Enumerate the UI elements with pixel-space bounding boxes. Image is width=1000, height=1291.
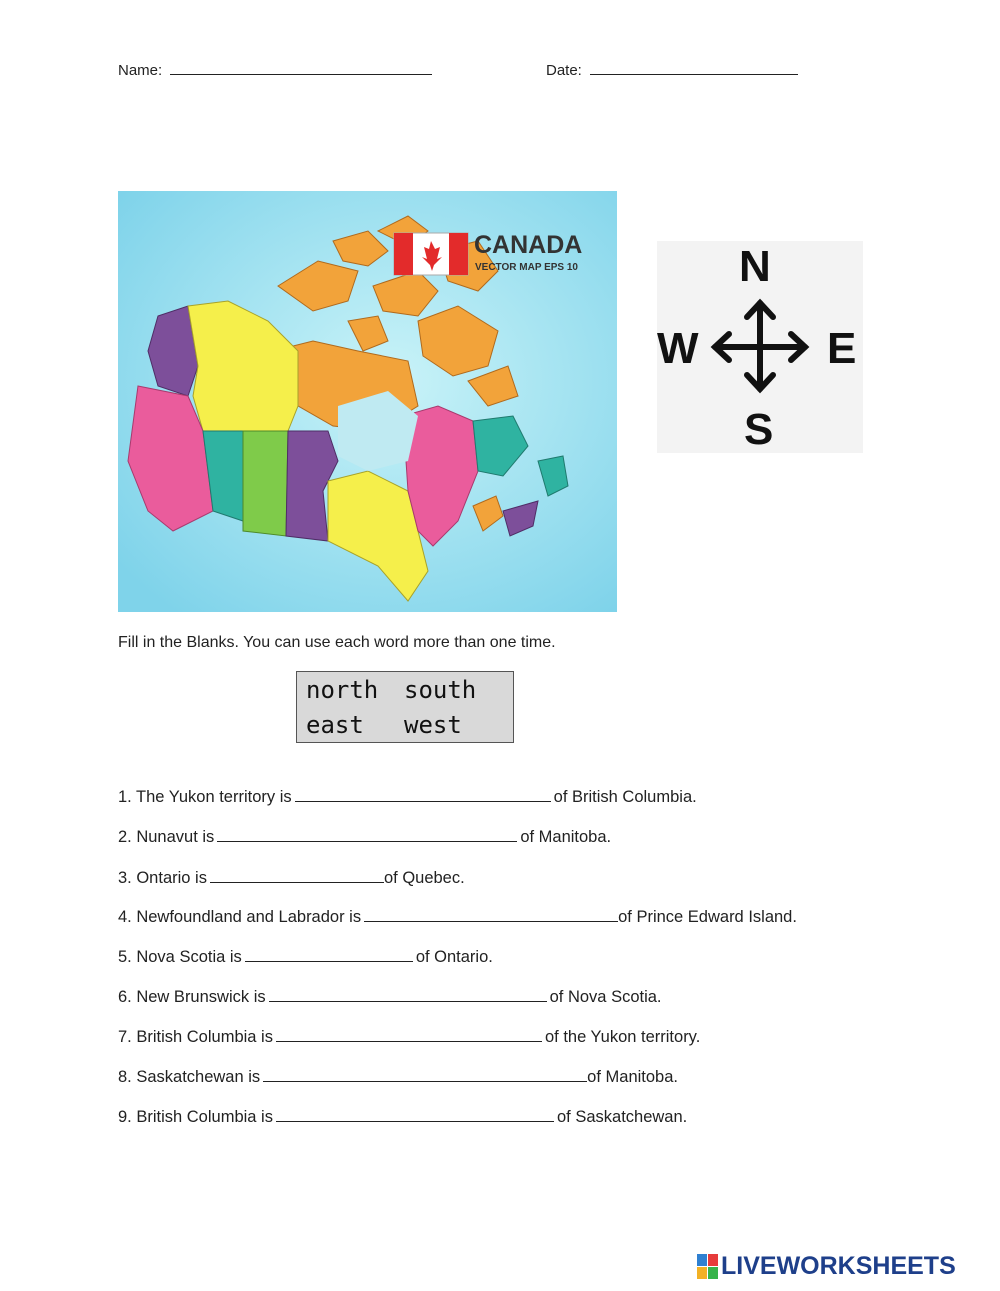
- question-text: of Manitoba.: [520, 828, 612, 846]
- word-bank-row: [306, 711, 502, 739]
- question-7: [118, 1028, 700, 1047]
- answer-blank-8[interactable]: [263, 1068, 587, 1082]
- name-label: Name:: [118, 62, 163, 79]
- answer-blank-7[interactable]: [276, 1028, 542, 1042]
- word-north: north: [306, 676, 379, 704]
- question-2: [118, 828, 611, 847]
- name-blank[interactable]: [170, 60, 432, 75]
- answer-blank-6[interactable]: [269, 988, 547, 1002]
- question-1: [118, 788, 697, 807]
- answer-blank-3[interactable]: [210, 869, 384, 883]
- word-east: east: [306, 711, 364, 739]
- question-text: 4. Newfoundland and Labrador is: [118, 908, 362, 926]
- question-text: of Saskatchewan.: [556, 1108, 688, 1126]
- question-text: of Prince Edward Island.: [618, 908, 797, 926]
- compass-north: N: [739, 242, 771, 291]
- canada-map: [118, 191, 617, 612]
- question-text: of the Yukon territory.: [544, 1028, 701, 1046]
- footer-brand: LIVEWORKSHEETS: [721, 1252, 956, 1280]
- question-text: of Manitoba.: [587, 1068, 678, 1086]
- question-text: 2. Nunavut is: [118, 828, 215, 846]
- question-5: [118, 948, 493, 967]
- question-text: 5. Nova Scotia is: [118, 948, 242, 966]
- question-text: 3. Ontario is: [118, 869, 207, 887]
- question-text: of Quebec.: [383, 869, 465, 887]
- map-title: CANADA: [474, 231, 583, 259]
- compass-east: E: [827, 324, 857, 373]
- date-row: [546, 60, 798, 79]
- date-label: Date:: [546, 62, 582, 79]
- compass-south: S: [744, 405, 774, 454]
- question-text: 6. New Brunswick is: [118, 988, 266, 1006]
- question-9: [118, 1108, 687, 1127]
- name-row: [118, 60, 432, 79]
- question-text: of British Columbia.: [553, 788, 697, 806]
- answer-blank-9[interactable]: [276, 1108, 554, 1122]
- date-blank[interactable]: [590, 60, 798, 75]
- answer-blank-1[interactable]: [295, 788, 551, 802]
- logo-blocks-icon: [697, 1254, 719, 1280]
- compass-west: W: [657, 324, 699, 373]
- map-subtitle: VECTOR MAP EPS 10: [475, 262, 578, 273]
- question-text: 1. The Yukon territory is: [118, 788, 292, 806]
- question-text: of Nova Scotia.: [549, 988, 662, 1006]
- question-4: [118, 908, 797, 927]
- answer-blank-4[interactable]: [364, 908, 618, 922]
- answer-blank-2[interactable]: [217, 828, 517, 842]
- liveworksheets-logo: [697, 1252, 997, 1284]
- question-text: 7. British Columbia is: [118, 1028, 273, 1046]
- word-bank-row: [306, 676, 502, 704]
- word-south: south: [404, 676, 477, 704]
- answer-blank-5[interactable]: [245, 948, 413, 962]
- compass-rose: [657, 241, 863, 453]
- question-text: 9. British Columbia is: [118, 1108, 273, 1126]
- question-3: [118, 869, 465, 888]
- question-text: 8. Saskatchewan is: [118, 1068, 261, 1086]
- word-west: west: [404, 711, 462, 739]
- word-bank: [296, 671, 514, 743]
- question-8: [118, 1068, 678, 1087]
- instructions: Fill in the Blanks. You can use each word more than one time.: [118, 634, 556, 651]
- question-6: [118, 988, 662, 1007]
- question-text: of Ontario.: [415, 948, 493, 966]
